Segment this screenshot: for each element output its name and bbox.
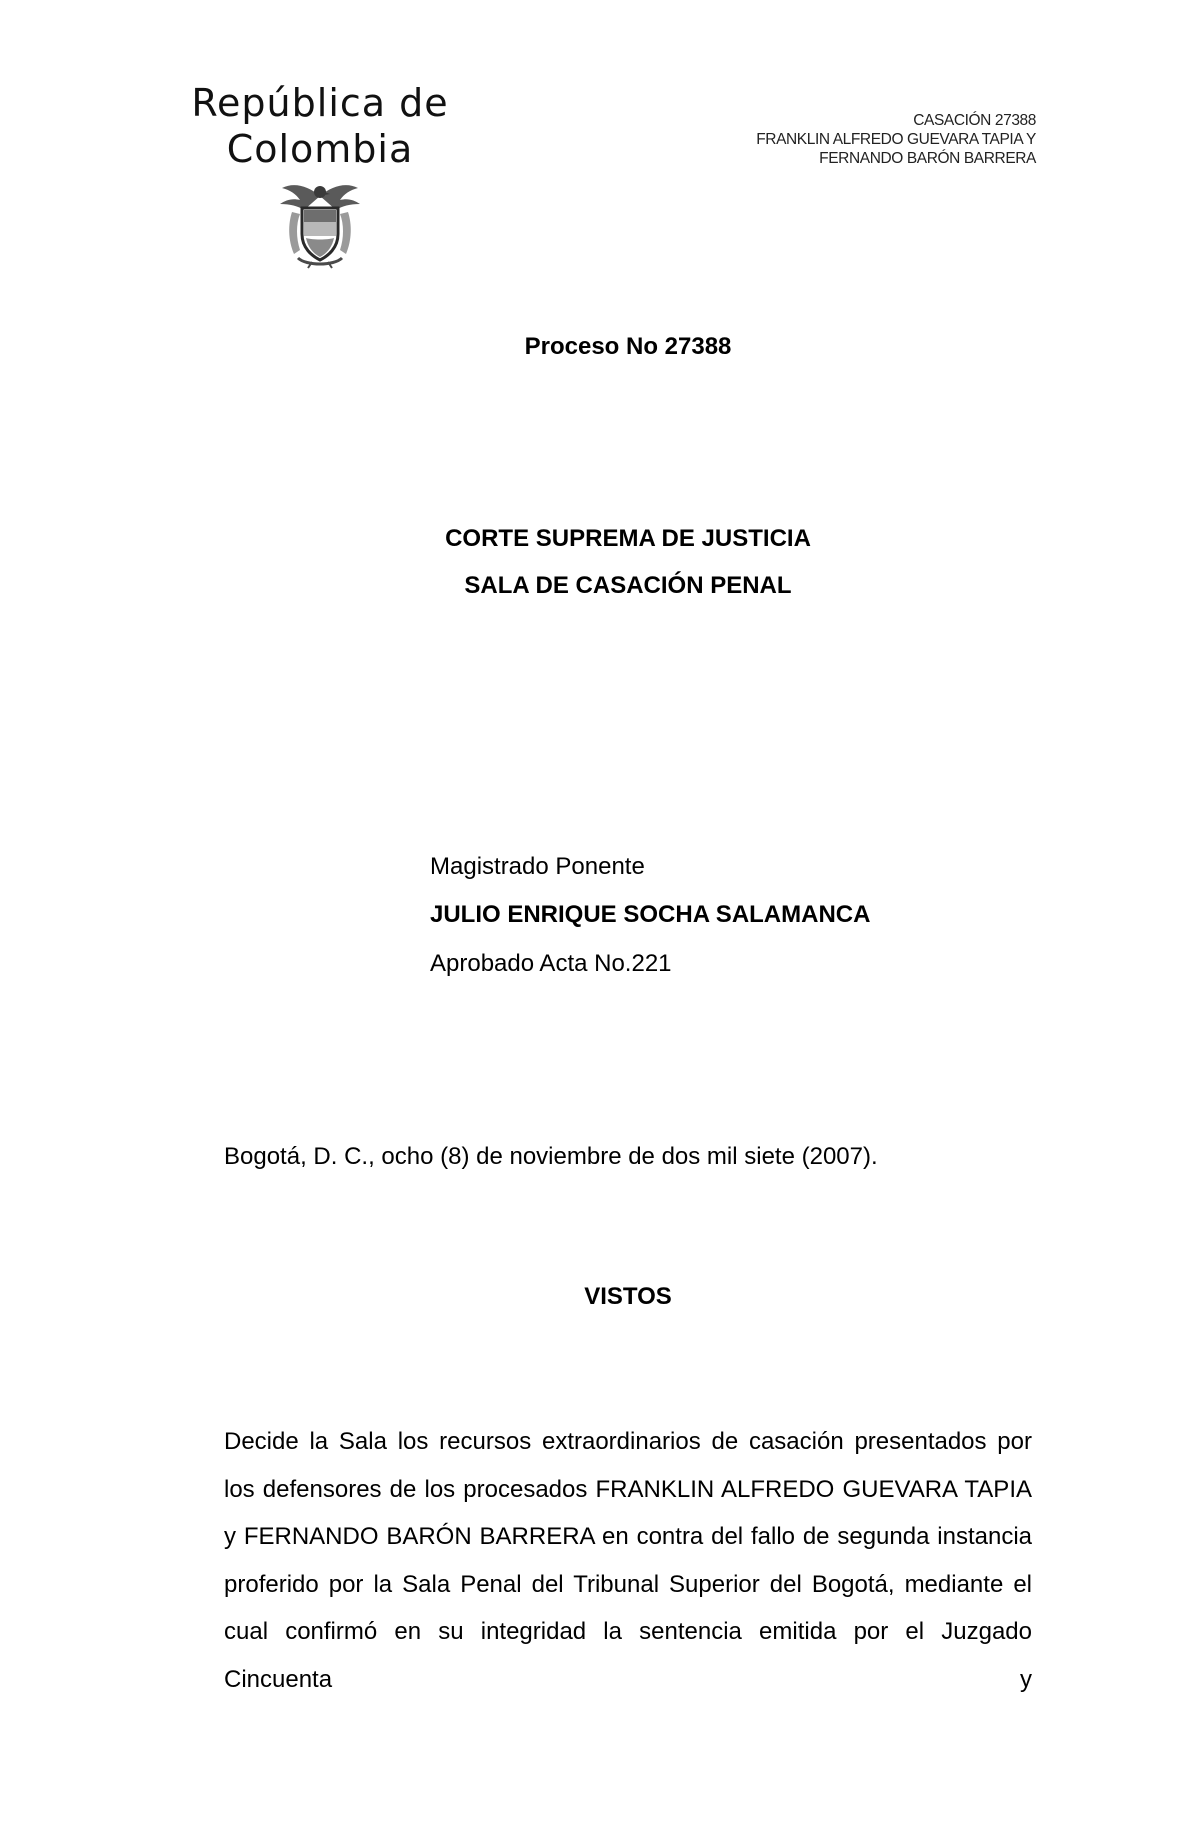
coat-of-arms-icon bbox=[272, 178, 368, 270]
chamber-name: SALA DE CASACIÓN PENAL bbox=[464, 572, 792, 599]
approval-record: Aprobado Acta No.221 bbox=[430, 950, 672, 977]
body-paragraph: Decide la Sala los recursos extraordinarios de casación presentados por los defensores de los procesados FRANKLIN ALFREDO GUEVARA TAPIA y FERNANDO BARÓN BARRERA en contra del fallo de segunda instancia proferido por la Sala Penal del Tribunal Superior del Bogotá, mediante el cual confirmó en su integridad la sentencia emitida por el Juzgado Cincuenta y bbox=[224, 1428, 1032, 1693]
court-name: CORTE SUPREMA DE JUSTICIA bbox=[445, 525, 811, 552]
magistrate-name: JULIO ENRIQUE SOCHA SALAMANCA bbox=[430, 901, 871, 928]
magistrate-label: Magistrado Ponente bbox=[430, 853, 645, 880]
letterhead bbox=[190, 80, 450, 270]
header-case-number: CASACIÓN 27388 bbox=[913, 112, 1036, 129]
country-name-line-2: Colombia bbox=[226, 127, 414, 171]
header-parties-line-2: FERNANDO BARÓN BARRERA bbox=[819, 150, 1036, 167]
running-header bbox=[756, 111, 1036, 168]
section-title: VISTOS bbox=[584, 1283, 672, 1310]
header-parties-line-1: FRANKLIN ALFREDO GUEVARA TAPIA Y bbox=[756, 131, 1036, 148]
country-name-line-1: República de bbox=[191, 81, 449, 125]
document-date: Bogotá, D. C., ocho (8) de noviembre de dos mil siete (2007). bbox=[224, 1143, 878, 1170]
process-number: Proceso No 27388 bbox=[524, 333, 732, 360]
